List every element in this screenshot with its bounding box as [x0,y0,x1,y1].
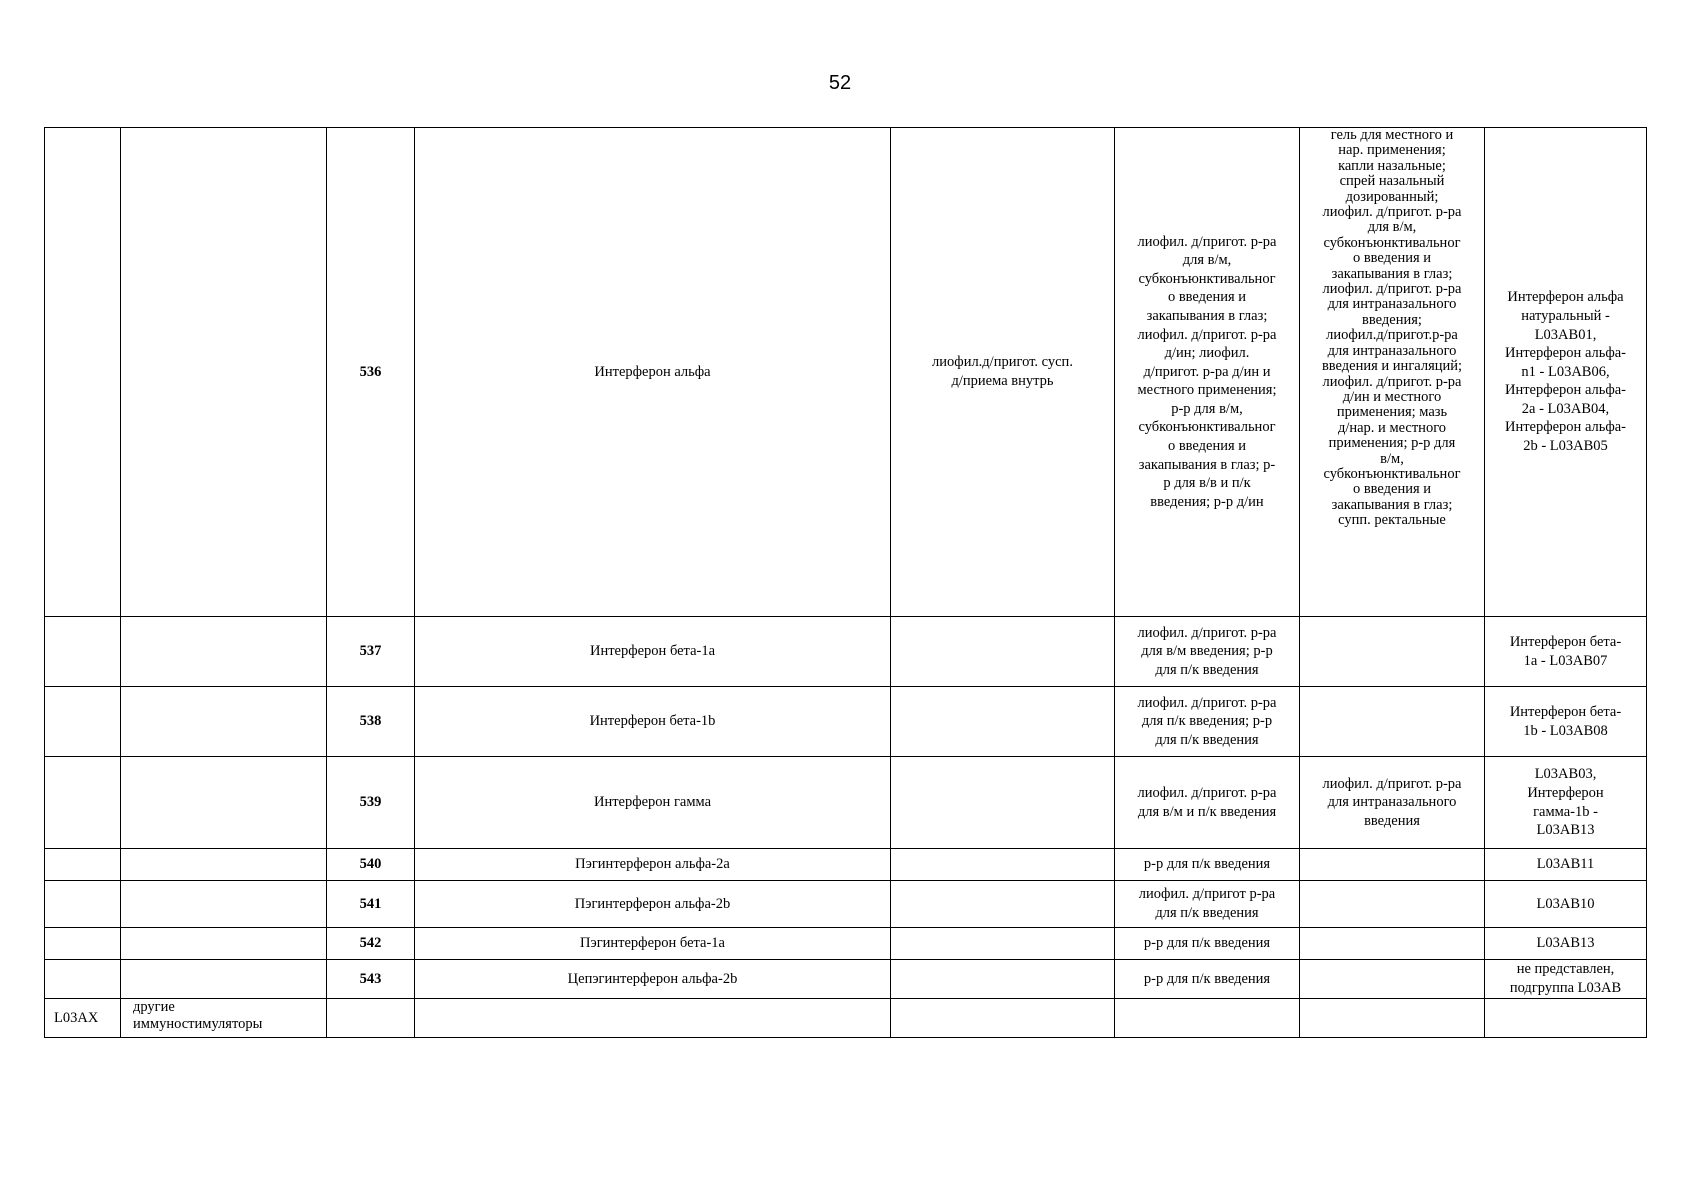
drug-name-cell: Интерферон альфа [415,128,891,617]
drug-name-cell: Пэгинтерферон альфа-2b [415,881,891,928]
drug-name-cell: Пэгинтерферон альфа-2a [415,849,891,881]
parenteral-forms-cell: лиофил. д/пригот. р-ра для п/к введения; р-р для п/к введения [1115,687,1300,757]
row-number-cell: 536 [327,128,415,617]
parenteral-forms-cell: лиофил. д/пригот. р-ра для в/м введения; р-р для п/к введения [1115,617,1300,687]
other-forms-cell [1300,928,1485,960]
parenteral-forms-cell: р-р для п/к введения [1115,849,1300,881]
table-row [45,960,1647,999]
oral-forms-cell [891,687,1115,757]
parenteral-forms-cell [1115,999,1300,1038]
drug-name-cell: Интерферон бета-1b [415,687,891,757]
atc-code-cell [45,617,121,687]
table-row [45,617,1647,687]
atc-note-cell [1485,999,1647,1038]
atc-note-cell: Интерферон альфа натуральный - L03AB01, Интерферон альфа- n1 - L03AB06, Интерферон альфа- 2a - L03AB04, Интерферон альфа- 2b - L03AB05 [1485,128,1647,617]
oral-forms-cell [891,960,1115,999]
group-name-cell [121,128,327,617]
other-forms-cell [1300,687,1485,757]
atc-code-cell [45,849,121,881]
row-number-cell: 539 [327,757,415,849]
atc-note-cell: Интерферон бета- 1a - L03AB07 [1485,617,1647,687]
parenteral-forms-cell: лиофил. д/пригот р-ра для п/к введения [1115,881,1300,928]
drug-table [44,127,1647,1038]
parenteral-forms-cell: р-р для п/к введения [1115,928,1300,960]
parenteral-forms-cell: лиофил. д/пригот. р-ра для в/м, субконъюнктивальног о введения и закапывания в глаз; лиофил. д/пригот. р-ра д/ин; лиофил. д/пригот. р-ра д/ин и местного применения; р-р для в/м, субконъюнктивальног о введения и закапывания в глаз; р- р для в/в и п/к введения; р-р д/ин [1115,128,1300,617]
row-number-cell: 542 [327,928,415,960]
oral-forms-cell [891,999,1115,1038]
row-number-cell: 537 [327,617,415,687]
oral-forms-cell [891,617,1115,687]
table-row [45,849,1647,881]
oral-forms-cell [891,928,1115,960]
atc-code-cell: L03AX [45,999,121,1038]
atc-code-cell [45,928,121,960]
other-forms-cell: гель для местного и нар. применения; капли назальные; спрей назальный дозированный; лиофил. д/пригот. р-ра для в/м, субконъюнктивальног о введения и закапывания в глаз; лиофил. д/пригот. р-ра для интраназального введения; лиофил.д/пригот.р-ра для интраназального введения и ингаляций; лиофил. д/пригот. р-ра д/ин и местного применения; мазь д/нар. и местного применения; р-р для в/м, субконъюнктивальног о введения и закапывания в глаз; супп. ректальные [1300,128,1485,617]
atc-note-cell: L03AB13 [1485,928,1647,960]
other-forms-cell [1300,881,1485,928]
group-name-cell: другие иммуностимуляторы [121,999,327,1038]
row-number-cell [327,999,415,1038]
oral-forms-cell [891,881,1115,928]
group-name-cell [121,881,327,928]
table-row [45,757,1647,849]
atc-code-cell [45,757,121,849]
atc-code-cell [45,128,121,617]
group-name-cell [121,687,327,757]
drug-name-cell: Интерферон гамма [415,757,891,849]
other-forms-cell [1300,617,1485,687]
atc-code-cell [45,960,121,999]
table-row [45,128,1647,617]
oral-forms-cell [891,757,1115,849]
group-name-cell [121,928,327,960]
drug-name-cell: Цепэгинтерферон альфа-2b [415,960,891,999]
other-forms-cell: лиофил. д/пригот. р-ра для интраназального введения [1300,757,1485,849]
oral-forms-cell [891,849,1115,881]
group-name-cell [121,849,327,881]
drug-name-cell [415,999,891,1038]
oral-forms-cell: лиофил.д/пригот. сусп. д/приема внутрь [891,128,1115,617]
table-row [45,881,1647,928]
group-name-cell [121,617,327,687]
table-row [45,928,1647,960]
atc-note-cell: Интерферон бета- 1b - L03AB08 [1485,687,1647,757]
other-forms-cell [1300,960,1485,999]
atc-note-cell: L03AB03, Интерферон гамма-1b - L03AB13 [1485,757,1647,849]
atc-code-cell [45,687,121,757]
other-forms-cell [1300,849,1485,881]
atc-note-cell: L03AB11 [1485,849,1647,881]
row-number-cell: 541 [327,881,415,928]
row-number-cell: 543 [327,960,415,999]
parenteral-forms-cell: лиофил. д/пригот. р-ра для в/м и п/к введения [1115,757,1300,849]
drug-name-cell: Интерферон бета-1a [415,617,891,687]
row-number-cell: 538 [327,687,415,757]
row-number-cell: 540 [327,849,415,881]
table-row [45,687,1647,757]
atc-code-cell [45,881,121,928]
table-row [45,999,1647,1038]
page-number: 52 [828,72,852,94]
group-name-cell [121,960,327,999]
drug-name-cell: Пэгинтерферон бета-1a [415,928,891,960]
atc-note-cell: не представлен, подгруппа L03AB [1485,960,1647,999]
atc-note-cell: L03AB10 [1485,881,1647,928]
other-forms-cell [1300,999,1485,1038]
group-name-cell [121,757,327,849]
parenteral-forms-cell: р-р для п/к введения [1115,960,1300,999]
